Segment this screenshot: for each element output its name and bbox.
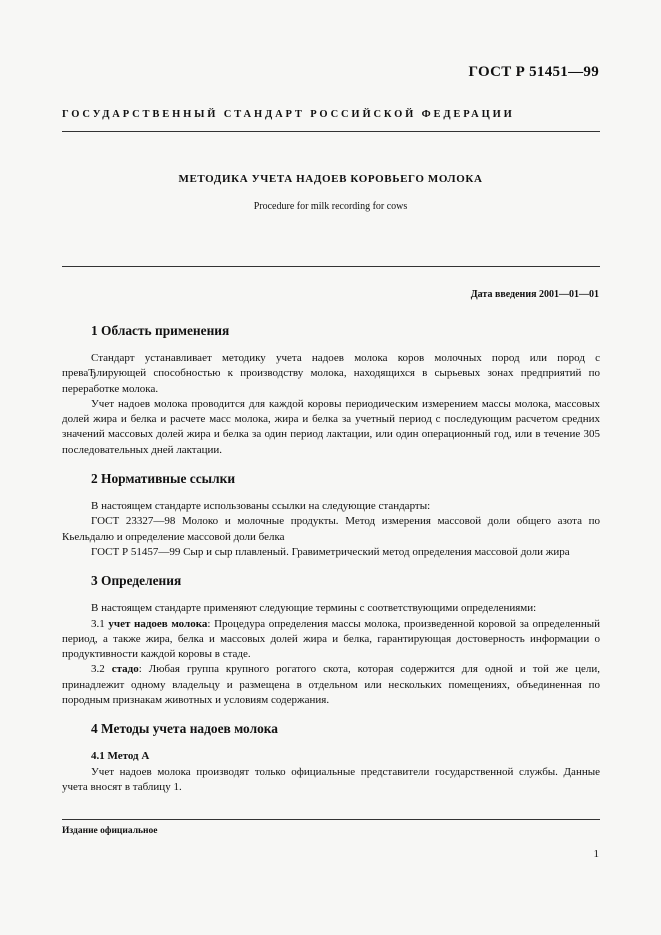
definition-number: 3.1 <box>91 617 109 630</box>
document-subtitle: Procedure for milk recording for cows <box>253 201 408 212</box>
section-heading-references: 2 Нормативные ссылки <box>91 471 236 487</box>
definition-text: : Процедура определения массы молока, произведенной коровой за определенный период, а также жира, белка и массовых долей жира и белка, гарантирующая достоверность информации о продуктивности каждой коровы в стаде. <box>62 617 600 661</box>
definition-text: : Любая группа крупного рогатого скота, которая содержится для одной и той же цели, принадлежит одному владельцу и размещена в отдельном или нескольких помещениях, объединенная по породным признакам животных и условиям содержания. <box>62 663 601 707</box>
paragraph: ГОСТ Р 51457—99 Сыр и сыр плавленый. Гравиметрический метод определения массовой доли жира <box>91 545 570 558</box>
definition-term: стадо <box>111 663 139 676</box>
definition-term: учет надоев молока <box>108 617 208 630</box>
header-divider <box>62 131 600 132</box>
definition-number: 3.2 <box>91 663 112 676</box>
introduction-date: Дата введения 2001—01—01 <box>470 289 599 300</box>
document-title: МЕТОДИКА УЧЕТА НАДОЕВ КОРОВЬЕГО МОЛОКА <box>178 173 483 185</box>
section-heading-definitions: 3 Определения <box>91 573 182 589</box>
state-standard-heading: ГОСУДАРСТВЕННЫЙ СТАНДАРТ РОССИЙСКОЙ ФЕДЕРАЦИИ <box>62 109 515 120</box>
paragraph: Учет надоев молока производят только официальные представители государственной службы. Данные учета вносят в таблицу 1. <box>62 765 600 793</box>
paragraph: Учет надоев молока проводится для каждой коровы периодическим измерением массы молока, массовых долей жира и белка и расчете масс молока, жира и белка за учетный период с последующим расчетом средних значений массовых долей жира и белка за один период лактации, или один операционный год, или в течение 305 последовательных дней лактации. <box>62 397 600 456</box>
document-number: ГОСТ Р 51451—99 <box>468 64 599 80</box>
definition-paragraph <box>62 617 600 663</box>
document-body <box>62 320 600 795</box>
paragraph: Стандарт устанавливает методику учета надоев молока коров молочных пород или пород с преваЂлирующей способностью к производству молока, находящихся в сырьевых зонах предприятий по переработке молока. <box>62 352 600 395</box>
section-heading-scope: 1 Область применения <box>91 323 230 338</box>
footer-divider <box>62 819 600 820</box>
definition-paragraph <box>62 662 600 708</box>
paragraph: В настоящем стандарте применяют следующие термины с соответствующими определениями: <box>91 602 537 615</box>
page-number: 1 <box>593 848 599 860</box>
paragraph: В настоящем стандарте использованы ссылки на следующие стандарты: <box>91 500 431 513</box>
paragraph: ГОСТ 23327—98 Молоко и молочные продукты. Метод измерения массовой доли общего азота по Кьельдалю и определение массовой доли белка <box>62 515 600 543</box>
edition-note: Издание официальное <box>62 826 158 836</box>
subsection-heading: 4.1 Метод А <box>91 750 150 763</box>
title-divider <box>62 266 600 267</box>
section-heading-methods: 4 Методы учета надоев молока <box>91 721 278 737</box>
